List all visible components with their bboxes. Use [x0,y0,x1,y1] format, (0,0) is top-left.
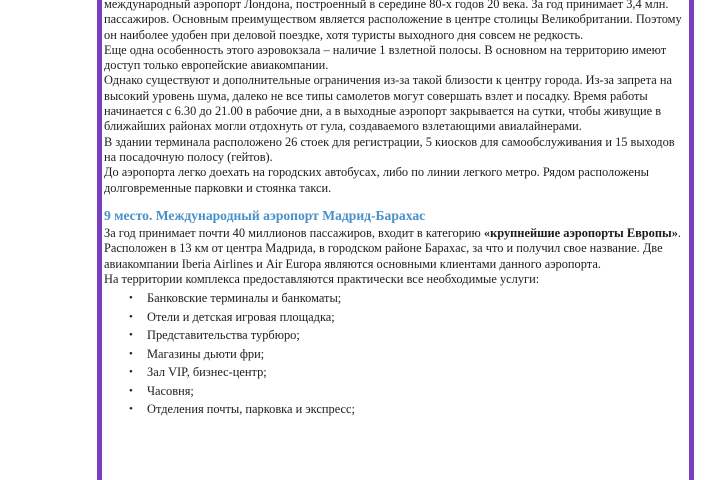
madrid-intro-text: За год принимает почти 40 миллионов пассажиров, входит в категорию [104,226,484,241]
list-item [104,363,686,382]
list-item-text: Отели и детская игровая площадка; [147,309,335,324]
bullet-icon: • [129,384,133,397]
paragraph-transport: До аэропорта легко доехать на городских автобусах, либо по линии легкого метро. Рядом расположены долговременные парковки и стоянка такси. [104,165,649,195]
services-list [104,289,686,419]
bullet-icon: • [129,310,133,323]
paragraph-london-intro: международный аэропорт Лондона, построенный в середине 80-х годов 20 века. За год принимает 3,4 млн. пассажиров. Основным преимуществом является расположение в центре столицы Великобритании. Поэтому он наиболее удобен при деловой поездке, хотя туристы выходного дня совсем не редкость. [104,0,682,42]
list-item [104,400,686,419]
list-item [104,308,686,327]
madrid-intro-bold: «крупнейшие аэропорты Европы» [483,226,678,241]
list-item-text: Представительства турбюро; [147,328,300,343]
list-item-text: Отделения почты, парковка и экспресс; [147,402,355,417]
page-border-right [689,0,694,480]
list-item [104,382,686,401]
bullet-icon: • [129,403,133,416]
page-border-left [97,0,102,480]
list-item-text: Банковские терминалы и банкоматы; [147,291,342,306]
paragraph-restrictions: Однако существуют и дополнительные ограничения из-за такой близости к центру города. Из-за запрета на высокий уровень шума, далеко не все типы самолетов могут совершать взлет и посадку. Время работы начинается с 6.30 до 21.00 в рабочие дни, а в выходные аэропорт закрывается на сутки, чтобы живущие в ближайших районах могли отдохнуть от гула, создаваемого взлетающими авиалайнерами. [104,73,672,134]
list-item-text: Часовня; [147,383,194,398]
paragraph-services-intro: На территории комплекса предоставляются практически все необходимые услуги: [104,272,540,287]
document-body [104,0,686,419]
paragraph-madrid-intro [104,226,686,272]
list-item-text: Зал VIP, бизнес-центр; [147,365,267,380]
list-item [104,345,686,364]
list-item [104,289,686,308]
list-item-text: Магазины дьюти фри; [147,346,265,361]
list-item [104,326,686,345]
bullet-icon: • [129,292,133,305]
paragraph-terminal: В здании терминала расположено 26 стоек для регистрации, 5 киосков для самообслуживания и 15 выходов на посадочную полосу (гейтов). [104,134,675,164]
bullet-icon: • [129,347,133,360]
bullet-icon: • [129,366,133,379]
paragraph-runway: Еще одна особенность этого аэровокзала – наличие 1 взлетной полосы. В основном на территорию имеют доступ только европейские авиакомпании. [104,42,667,73]
madrid-intro-rest: . Расположен в 13 км от центра Мадрида, в городском районе Барахас, за что и получил свое название. Две авиакомпании Iberia Airlines и Air Europa являются основными клиентами данного аэропорта. [104,226,681,271]
bullet-icon: • [129,329,133,342]
section-heading-madrid: 9 место. Международный аэропорт Мадрид-Барахас [104,207,426,223]
